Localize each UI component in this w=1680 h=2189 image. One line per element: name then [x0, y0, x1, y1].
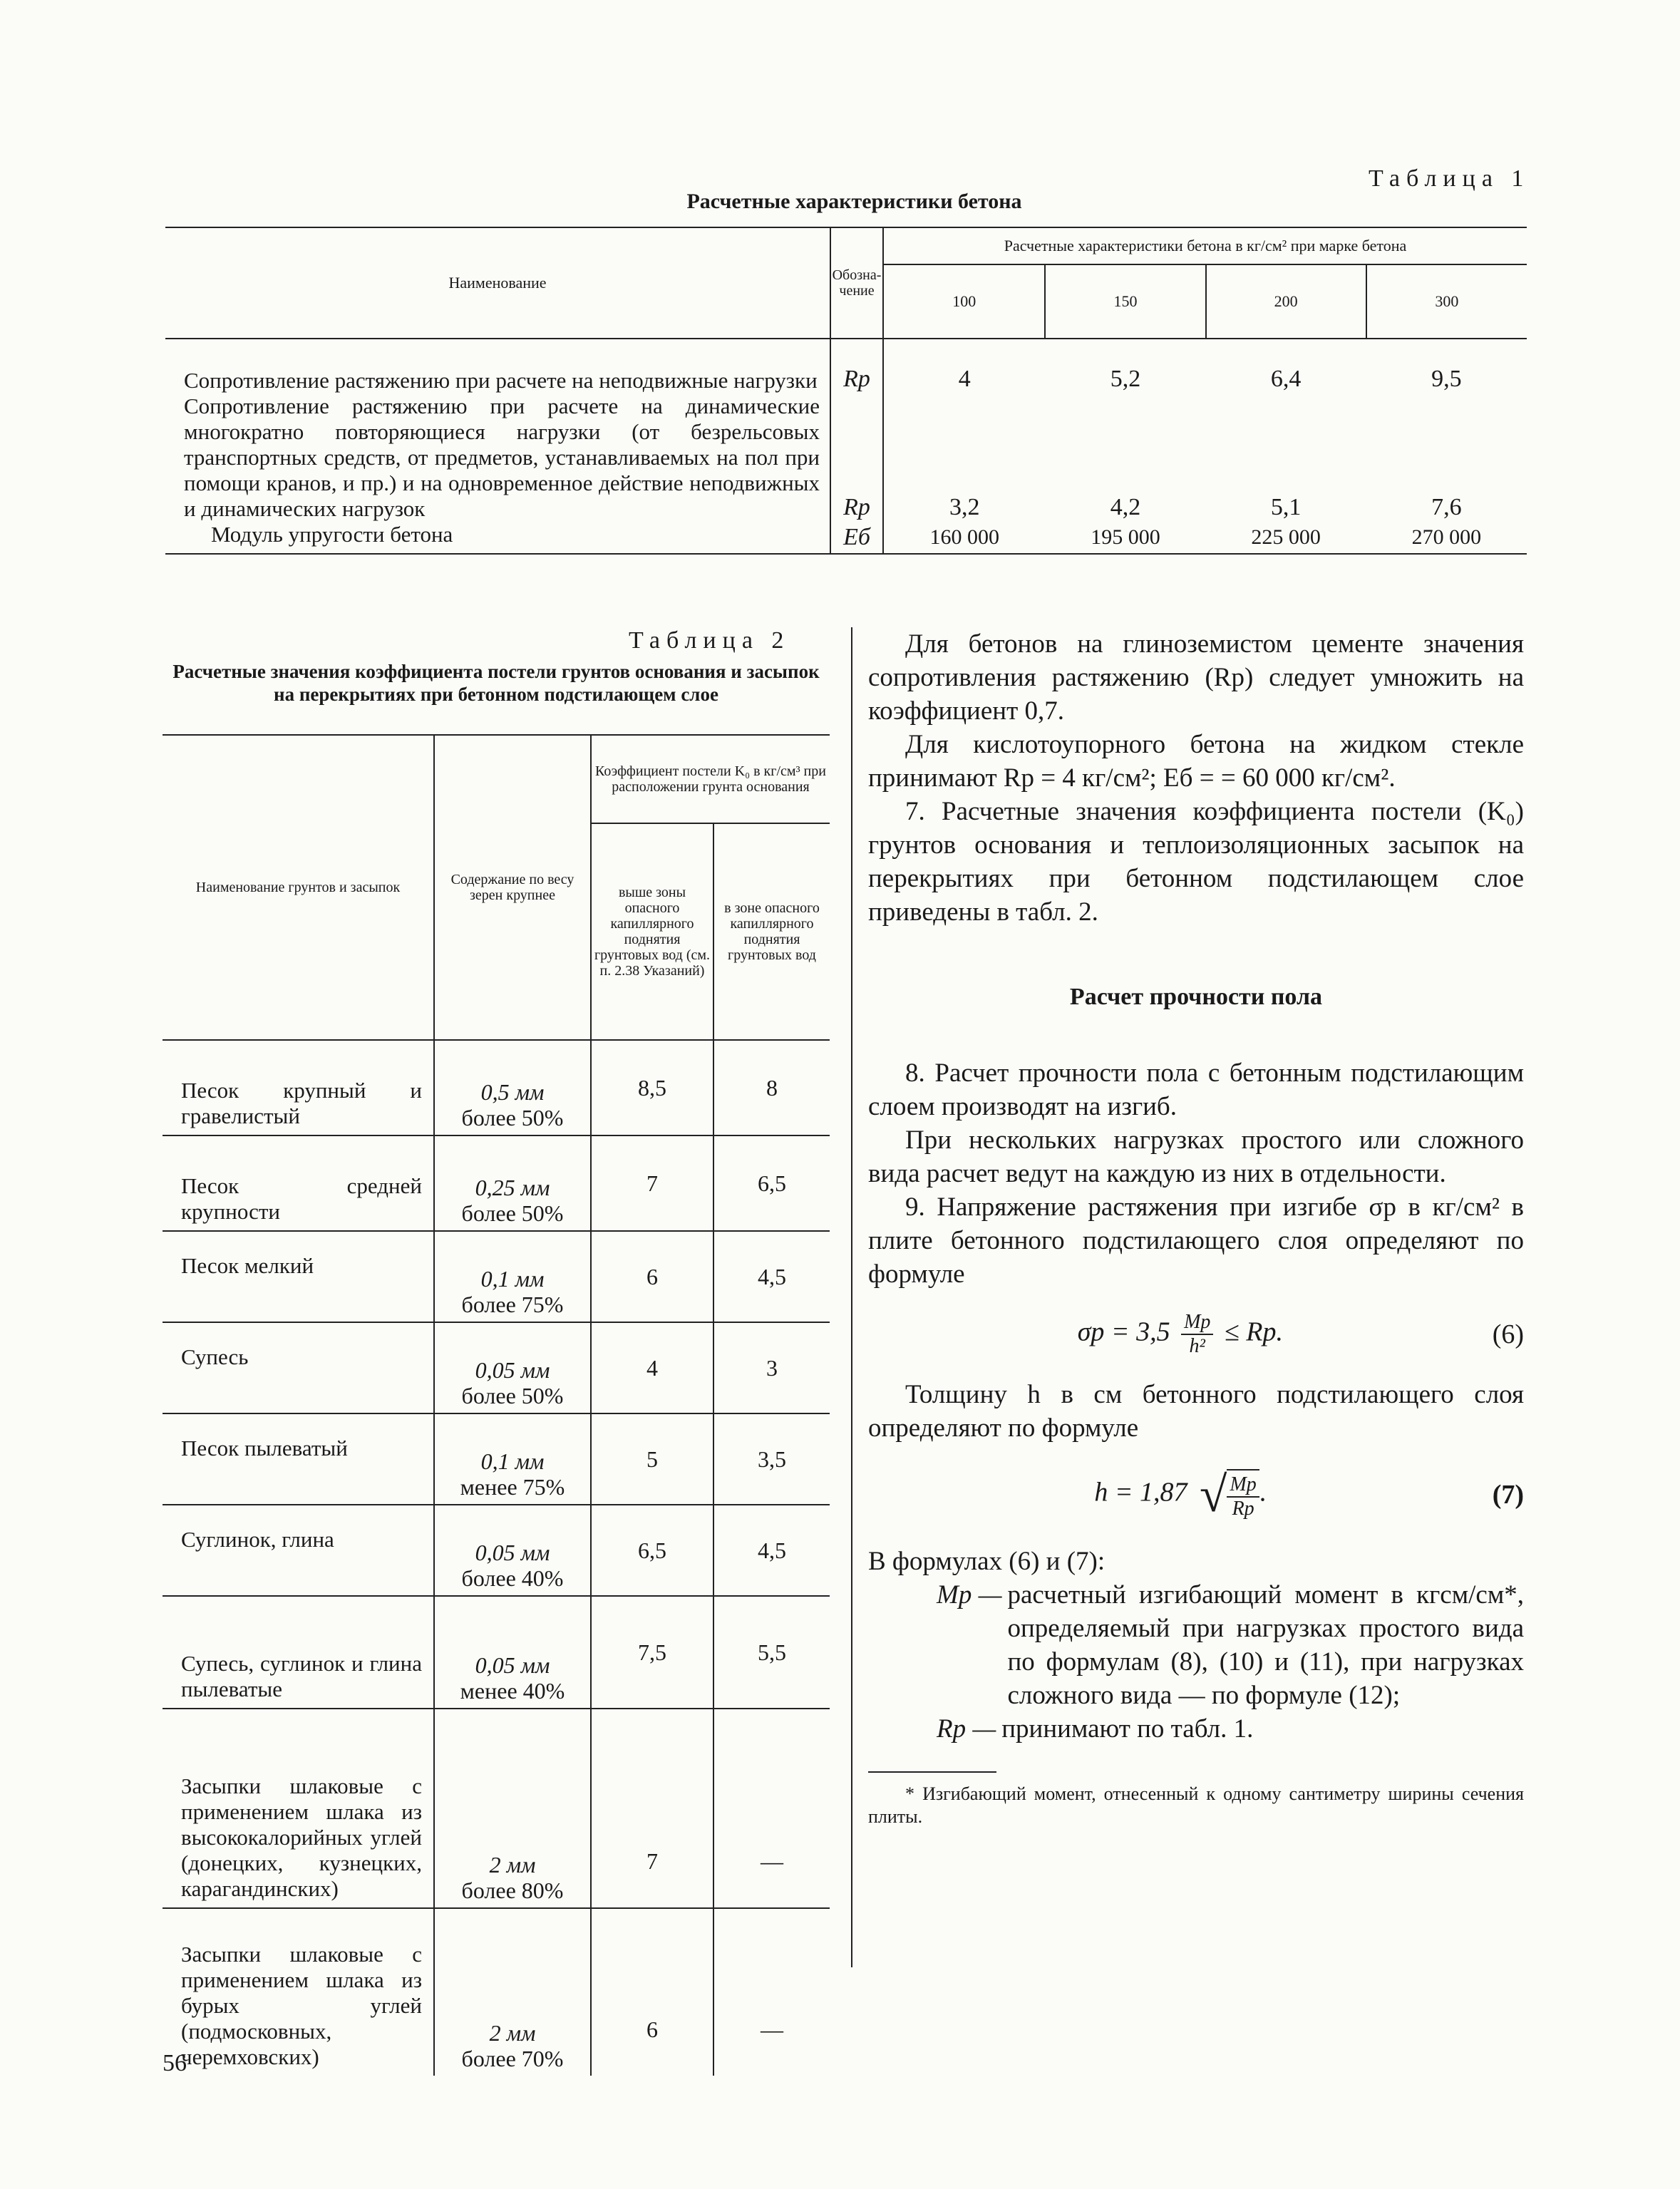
formula-numerator: Mр	[1227, 1473, 1259, 1498]
table1-grade: 150	[1045, 264, 1205, 339]
paragraph: 7. Расчетные значения коэффициента постели (K₀) грунтов основания и теплоизоляционных засыпок на перекрытиях при бетонном подстилающем слое приведены в табл. 2.	[868, 797, 1524, 927]
definition-text: принимают по табл. 1.	[1001, 1714, 1254, 1744]
paragraph: 8. Расчет прочности пола с бетонным подстилающим слоем производят на изгиб.	[868, 1059, 1524, 1121]
table2-row-name: Суглинок, глина	[163, 1505, 434, 1596]
table2-size: 0,5 мм	[480, 1079, 545, 1105]
table2-share: более 50%	[461, 1105, 564, 1130]
table2-size: 2 мм	[489, 2020, 536, 2046]
table2-above: 6	[591, 1908, 713, 2076]
table-row	[163, 1413, 830, 1505]
paragraph: 9. Напряжение растяжения при изгибе σр в кг/см² в плите бетонного подстилающего слоя определяют по формуле	[868, 1193, 1524, 1289]
table2-above: 6,5	[591, 1505, 713, 1596]
table-row	[165, 522, 1527, 554]
table2-head-content: Содержание по весу зерен крупнее	[434, 735, 591, 1040]
section-heading: Расчет прочности пола	[1069, 984, 1323, 1010]
table2-share: более 75%	[461, 1292, 564, 1317]
table2-share: более 40%	[461, 1565, 564, 1591]
table-row	[163, 1322, 830, 1413]
footnote: * Изгибающий момент, отнесенный к одному сантиметру ширины сечения плиты.	[868, 1783, 1524, 1827]
table1-value: 7,6	[1431, 494, 1462, 520]
table1-value: 4	[958, 366, 971, 392]
table2-row-name: Супесь, суглинок и глина пылеватые	[163, 1596, 434, 1709]
table2-row-content	[434, 1709, 591, 1908]
table2-row-content	[434, 1908, 591, 2076]
table2-share: более 70%	[461, 2046, 564, 2071]
table2-within: 6,5	[713, 1135, 830, 1231]
table2-row-name: Песок средней крупности	[163, 1135, 434, 1231]
table2-share: более 50%	[461, 1200, 564, 1226]
table1-row-name: Модуль упругости бетона	[165, 522, 830, 554]
formula-lhs: h = 1,87	[1094, 1477, 1187, 1508]
table1-head-symbol: Обозна- чение	[830, 227, 883, 339]
table-row	[163, 1908, 830, 2076]
table1-value: 195 000	[1045, 522, 1205, 554]
table2-share: более 50%	[461, 1383, 564, 1408]
table2-row-content	[434, 1231, 591, 1322]
table2-head-name: Наименование грунтов и засыпок	[163, 735, 434, 1040]
table1-value: 5,1	[1270, 494, 1302, 520]
table2-row-content	[434, 1322, 591, 1413]
table2-row-content	[434, 1505, 591, 1596]
definition	[937, 1712, 1524, 1746]
table-row	[163, 1135, 830, 1231]
table2-within: 3,5	[713, 1413, 830, 1505]
table2-row-content	[434, 1596, 591, 1709]
formula-numerator: Mр	[1181, 1311, 1213, 1335]
table1-value: 3,2	[949, 494, 980, 520]
table2-row-name: Песок пылеватый	[163, 1413, 434, 1505]
paragraph: Для кислотоупорного бетона на жидком стекле принимают Rр = 4 кг/см²; Eб = = 60 000 кг/см².	[868, 730, 1524, 793]
table1-grade: 200	[1206, 264, 1366, 339]
table2-share: менее 40%	[460, 1678, 565, 1704]
table1-label: Таблица 1	[1369, 165, 1530, 192]
table1-value: 225 000	[1206, 522, 1366, 554]
table1-value: 160 000	[883, 522, 1045, 554]
table2-size: 0,1 мм	[480, 1266, 545, 1292]
paragraph: В формулах (6) и (7):	[868, 1547, 1106, 1576]
table1	[165, 227, 1527, 555]
table2-within: —	[761, 2017, 783, 2042]
formula-7: h = 1,87 √ Mр Rр . (7)	[1094, 1467, 1524, 1523]
table-row	[165, 393, 1527, 522]
table2-above: 4	[591, 1322, 713, 1413]
table2-above: 7	[591, 1135, 713, 1231]
table2-above: 5	[591, 1413, 713, 1505]
table1-value: 6,4	[1270, 366, 1302, 392]
table2-head-group: Коэффициент постели K₀ в кг/см³ при расположении грунта основания	[591, 735, 830, 823]
table2-share: менее 75%	[460, 1474, 565, 1500]
table2-size: 0,05 мм	[475, 1357, 550, 1383]
paragraph: Для бетонов на глиноземистом цементе значения сопротивления растяжению (Rp) следует умножить на коэффициент 0,7.	[868, 629, 1524, 726]
table-row	[163, 1040, 830, 1135]
column-divider	[851, 627, 852, 1967]
table1-value: 4,2	[1110, 494, 1141, 520]
table-row	[163, 1596, 830, 1709]
table2-head-above: выше зоны опасного капиллярного поднятия грунтовых вод (см. п. 2.38 Указаний)	[591, 823, 713, 1040]
table2-above: 7,5	[591, 1596, 713, 1709]
table2-within: 4,5	[713, 1231, 830, 1322]
table2-title: Расчетные значения коэффициента постели грунтов основания и засыпок на перекрытиях при бетонном подстилающем слое	[172, 661, 820, 705]
table2-row-name: Песок мелкий	[163, 1231, 434, 1322]
table2-size: 0,1 мм	[480, 1448, 545, 1474]
table1-row-symbol: Rp	[830, 339, 883, 393]
table2-row-name: Засыпки шлаковые с применением шлака из высококалорийных углей (донецких, кузнецких, карагандинских)	[163, 1709, 434, 1908]
paragraph: При нескольких нагрузках простого или сложного вида расчет ведут на каждую из них в отдельности.	[868, 1126, 1524, 1188]
sqrt-icon: √	[1200, 1467, 1227, 1523]
table1-row-symbol: Eб	[830, 522, 883, 554]
table1-head-name: Наименование	[165, 227, 830, 339]
formula-rhs: ≤ Rр.	[1224, 1317, 1283, 1347]
table1-row-symbol: Rp	[830, 393, 883, 522]
formula-denominator: h²	[1189, 1335, 1205, 1357]
table2-size: 0,25 мм	[475, 1175, 550, 1200]
definition-text: расчетный изгибающий момент в кгсм/см*, определяемый при нагрузках простого вида по формулам (8), (10) и (11), при нагрузках сложного вида — по формуле (12);	[1007, 1580, 1524, 1710]
definition	[937, 1578, 1524, 1712]
table2-row-content	[434, 1135, 591, 1231]
table2-size: 0,05 мм	[475, 1652, 550, 1678]
table2-above: 6	[591, 1231, 713, 1322]
table2-label: Таблица 2	[629, 627, 790, 654]
table2-within: —	[713, 1709, 830, 1908]
formula-denominator: Rр	[1232, 1498, 1254, 1520]
table-row	[163, 1505, 830, 1596]
footnote-rule	[868, 1771, 996, 1773]
formula-lhs: σр = 3,5	[1077, 1317, 1170, 1347]
table1-grade: 100	[883, 264, 1045, 339]
table2-head-within: в зоне опасного капиллярного поднятия грунтовых вод	[713, 823, 830, 1040]
table2-size: 2 мм	[489, 1852, 536, 1878]
table1-value: 9,5	[1431, 366, 1462, 392]
table1-title: Расчетные характеристики бетона	[686, 190, 1022, 213]
table2-row-name: Песок крупный и гравелистый	[163, 1040, 434, 1135]
table1-value: 270 000	[1366, 522, 1527, 554]
right-column	[868, 627, 1524, 1828]
table2-above: 8,5	[591, 1040, 713, 1135]
table2-size: 0,05 мм	[475, 1540, 550, 1565]
formula-6	[868, 1311, 1524, 1358]
definition-symbol: Mр —	[937, 1580, 1002, 1609]
table-row	[163, 1231, 830, 1322]
table2-row-name: Супесь	[163, 1322, 434, 1413]
table2-row-content	[434, 1040, 591, 1135]
formula-number: (6)	[1492, 1319, 1524, 1349]
table2	[163, 734, 830, 2076]
table-row	[163, 1709, 830, 1908]
table1-row-name: Сопротивление растяжению при расчете на динамические многократно повторяющиеся нагрузки (от безрельсовых транспортных средств, от предметов, устанавливаемых на пол при помощи кранов, и пр.) и на одновременное действие неподвижных и динамических нагрузок	[165, 393, 830, 522]
table2-share: более 80%	[461, 1878, 564, 1903]
table-row	[165, 339, 1527, 393]
table1-head-group: Расчетные характеристики бетона в кг/см² при марке бетона	[883, 227, 1527, 264]
formula-number: (7)	[1492, 1479, 1524, 1510]
table2-above: 7	[591, 1709, 713, 1908]
table2-within: 5,5	[713, 1596, 830, 1709]
page-number: 56	[163, 2050, 187, 2076]
table2-row-content	[434, 1413, 591, 1505]
table2-within: 4,5	[713, 1505, 830, 1596]
table2-row-name: Засыпки шлаковые с применением шлака из бурых углей (подмосковных, черемховских)	[163, 1908, 434, 2076]
definition-symbol: Rр —	[937, 1714, 996, 1744]
table1-value: 5,2	[1110, 366, 1141, 392]
table1-row-name: Сопротивление растяжению при расчете на неподвижные нагрузки	[165, 339, 830, 393]
table1-grade: 300	[1366, 264, 1527, 339]
table2-within: 3	[713, 1322, 830, 1413]
table2-within: 8	[713, 1040, 830, 1135]
paragraph: Толщину h в см бетонного подстилающего слоя определяют по формуле	[868, 1380, 1524, 1443]
